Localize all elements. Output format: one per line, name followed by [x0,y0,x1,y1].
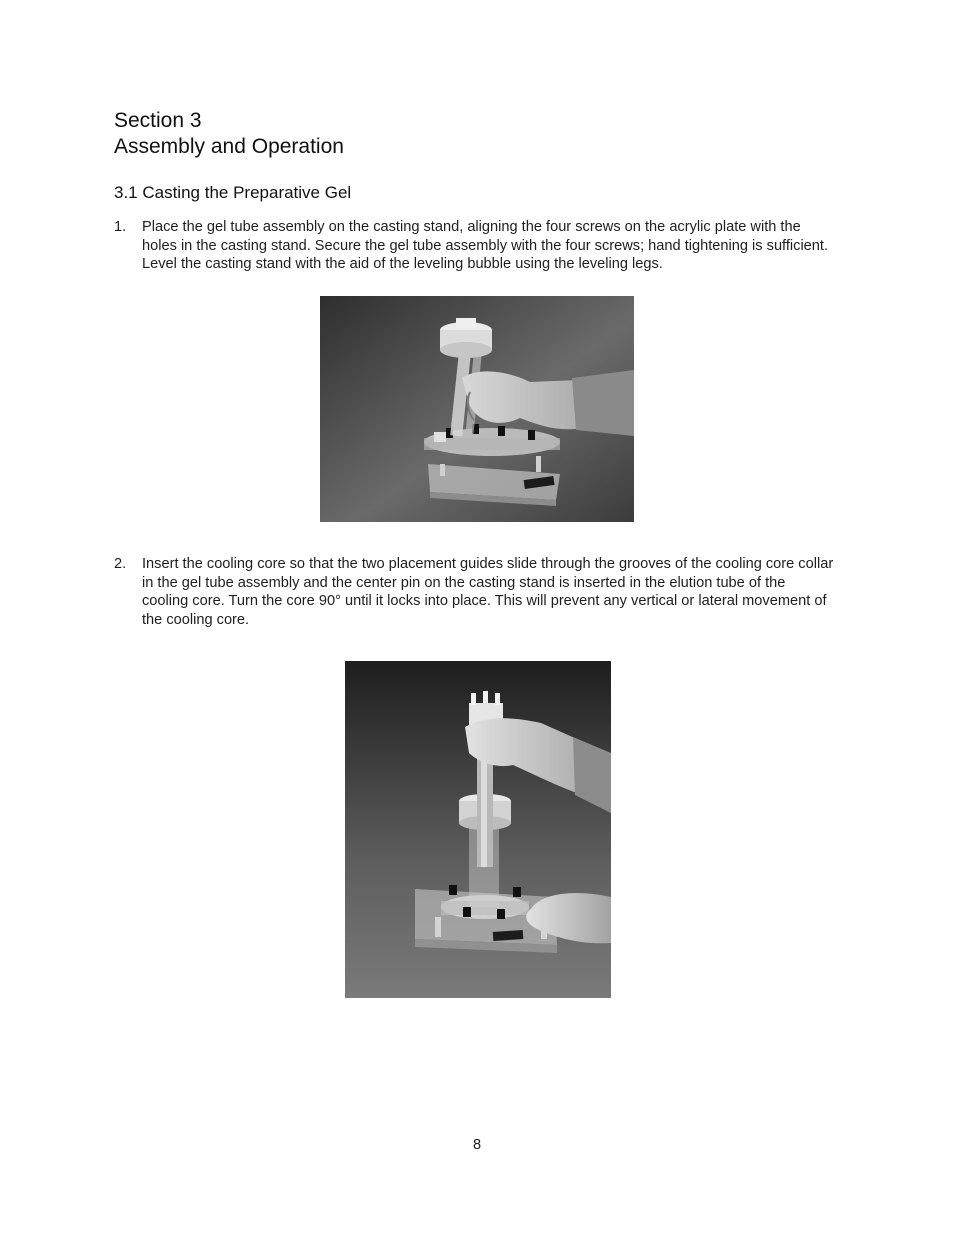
page-number: 8 [472,1137,482,1153]
step-1-text: Place the gel tube assembly on the casting stand, aligning the four screws on the acrylic plate with the holes in the casting stand. Secure the gel tube assembly with the four screws; hand tightening is sufficient. Level the casting stand with the aid of the leveling bubble using the leveling legs. [142,219,829,273]
subsection-heading: 3.1 Casting the Preparative Gel [114,183,352,202]
cooling-core-photo [345,661,611,998]
step-2 [114,555,834,629]
section-number: Section 3 [114,109,202,132]
step-2-number: 2. [114,556,127,572]
step-2-text: Insert the cooling core so that the two placement guides slide through the grooves of the cooling core collar in the gel tube assembly and the center pin on the casting stand is inserted in the elution tube of the cooling core. Turn the core 90° until it locks into place. This will prevent any vertical or lateral movement of the cooling core. [142,556,834,628]
step-1-number: 1. [114,219,127,235]
casting-stand-photo [320,296,634,522]
casting-stand-illustration [320,296,634,522]
section-heading [114,108,344,160]
cooling-core-illustration [345,661,611,998]
section-title: Assembly and Operation [114,135,344,158]
step-1 [114,218,834,274]
